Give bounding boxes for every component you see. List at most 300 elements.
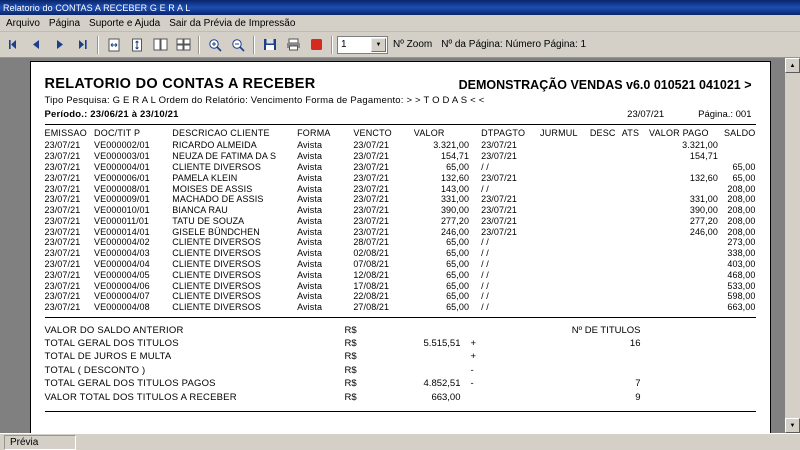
cell-vencto: 23/07/21 — [353, 183, 390, 194]
cell-desc — [590, 183, 622, 194]
cell-cliente: CLIENTE DIVERSOS — [172, 302, 261, 313]
cell-ats — [622, 291, 647, 302]
cell-forma: Avista — [297, 248, 323, 259]
totals-sign — [471, 325, 521, 336]
cell-doc: VE000004/03 — [94, 248, 150, 259]
totals-sign — [471, 392, 521, 403]
cell-doc: VE000004/06 — [94, 280, 150, 291]
menu-item-sair-previa[interactable]: Sair da Prévia de Impressão — [169, 17, 296, 29]
totals-value: 4.852,51 — [423, 378, 461, 390]
cell-dtpagto: / / — [481, 258, 489, 269]
cell-cliente: GISELE BÜNDCHEN — [172, 226, 260, 237]
cell-saldo: 208,00 — [727, 226, 756, 237]
cell-dtpagto: / / — [481, 183, 489, 194]
cell-emissao: 23/07/21 — [44, 258, 81, 269]
cell-saldo: 208,00 — [727, 194, 756, 205]
cell-jurmul — [540, 237, 590, 248]
cell-desc — [590, 291, 622, 302]
first-page-icon[interactable] — [2, 34, 24, 56]
totals-label: VALOR TOTAL DOS TITULOS A RECEBER — [44, 391, 237, 403]
cell-ats — [622, 237, 647, 248]
cell-desc — [590, 215, 622, 226]
col-descricao-cliente: DESCRICAO CLIENTE — [172, 128, 270, 138]
report-version: DEMONSTRAÇÃO VENDAS v6.0 010521 041021 > — [458, 78, 752, 92]
totals-row — [45, 377, 756, 390]
status-bar — [0, 433, 800, 450]
cell-valor: 65,00 — [446, 302, 470, 313]
totals-currency: R$ — [344, 324, 357, 336]
cell-pago — [647, 162, 724, 173]
col-emissao: EMISSAO — [44, 128, 87, 138]
page-width-icon[interactable] — [103, 34, 125, 56]
report-date: 23/07/21 — [627, 109, 665, 120]
totals-label: TOTAL ( DESCONTO ) — [44, 364, 146, 376]
vertical-scrollbar[interactable] — [785, 58, 800, 433]
table-row — [45, 269, 756, 280]
cell-jurmul — [540, 194, 590, 205]
toolbar — [0, 32, 800, 58]
col-doc-tit — [94, 125, 172, 140]
four-pages-icon[interactable] — [172, 34, 194, 56]
cell-doc: VE000006/01 — [94, 172, 150, 183]
cell-dtpagto: 23/07/21 — [481, 215, 517, 226]
cell-dtpagto: 23/07/21 — [481, 172, 517, 183]
cell-valor: 65,00 — [446, 258, 470, 269]
cell-valor: 390,00 — [440, 205, 470, 216]
cell-cliente: NEUZA DE FATIMA DA S — [172, 151, 277, 162]
totals-sign: + — [470, 338, 477, 350]
cell-saldo — [724, 140, 756, 151]
cell-pago — [647, 302, 724, 313]
cell-vencto: 27/08/21 — [353, 302, 390, 313]
cell-cliente: TATU DE SOUZA — [172, 215, 245, 226]
cell-dtpagto: / / — [481, 248, 489, 259]
zoom-value: 1 — [341, 39, 347, 50]
cell-saldo: 65,00 — [732, 161, 756, 172]
totals-currency: R$ — [344, 378, 357, 390]
cell-doc: VE000004/05 — [94, 269, 150, 280]
cell-desc — [590, 269, 622, 280]
totals-value: 663,00 — [431, 391, 461, 403]
cell-vencto: 28/07/21 — [353, 237, 390, 248]
table-row — [45, 280, 756, 291]
cell-valor: 132,60 — [440, 172, 470, 183]
cell-jurmul — [540, 269, 590, 280]
cell-pago: 277,20 — [689, 215, 718, 226]
scroll-down-icon[interactable]: ▼ — [785, 418, 800, 433]
cell-vencto: 02/08/21 — [353, 248, 390, 259]
col-valor-pago: VALOR PAGO — [649, 128, 709, 138]
cell-ats — [622, 140, 647, 151]
cell-emissao: 23/07/21 — [44, 291, 81, 302]
preview-area[interactable] — [0, 58, 800, 433]
cell-desc — [590, 237, 622, 248]
zoom-select[interactable] — [337, 36, 388, 54]
table-row — [45, 237, 756, 248]
status-text: Prévia — [4, 435, 76, 450]
export-pdf-icon[interactable] — [305, 34, 327, 56]
table-row — [45, 226, 756, 237]
col-dtpagto: DTPAGTO — [481, 128, 526, 138]
cell-desc — [590, 205, 622, 216]
cell-jurmul — [540, 183, 590, 194]
totals-count — [521, 351, 677, 362]
cell-forma: Avista — [297, 183, 323, 194]
cell-pago — [647, 269, 724, 280]
cell-forma: Avista — [297, 226, 323, 237]
cell-valor: 246,00 — [440, 226, 470, 237]
table-row — [45, 259, 756, 270]
cell-cliente: BIANCA RAU — [172, 205, 228, 216]
cell-vencto: 23/07/21 — [353, 226, 390, 237]
col-jurmul: JURMUL — [540, 128, 578, 138]
cell-dtpagto: 23/07/21 — [481, 140, 517, 151]
scroll-up-icon[interactable]: ▲ — [785, 58, 800, 73]
cell-desc — [590, 302, 622, 313]
cell-pago — [647, 280, 724, 291]
cell-saldo: 468,00 — [727, 269, 756, 280]
cell-pago: 331,00 — [689, 194, 718, 205]
table-row — [45, 183, 756, 194]
cell-emissao: 23/07/21 — [44, 161, 81, 172]
cell-valor: 65,00 — [446, 280, 470, 291]
totals-divider-top — [45, 317, 756, 318]
cell-cliente: RICARDO ALMEIDA — [172, 140, 257, 151]
cell-valor: 154,71 — [440, 151, 470, 162]
cell-forma: Avista — [297, 140, 323, 151]
cell-pago: 3.321,00 — [682, 140, 718, 151]
cell-ats — [622, 205, 647, 216]
cell-forma: Avista — [297, 161, 323, 172]
totals-value — [369, 325, 471, 336]
cell-saldo: 208,00 — [727, 205, 756, 216]
cell-dtpagto: / / — [481, 302, 489, 313]
cell-forma: Avista — [297, 280, 323, 291]
table-row — [45, 205, 756, 216]
cell-desc — [590, 226, 622, 237]
cell-ats — [622, 259, 647, 270]
menu-item-pagina[interactable]: Página — [48, 17, 81, 29]
cell-vencto: 23/07/21 — [353, 161, 390, 172]
cell-emissao: 23/07/21 — [44, 215, 81, 226]
cell-doc: VE000004/04 — [94, 258, 150, 269]
cell-saldo: 663,00 — [727, 302, 756, 313]
cell-jurmul — [540, 248, 590, 259]
table-row — [45, 302, 756, 313]
cell-jurmul — [540, 302, 590, 313]
totals-row — [45, 350, 756, 363]
cell-cliente: CLIENTE DIVERSOS — [172, 291, 261, 302]
totals-value: 5.515,51 — [423, 338, 461, 350]
totals-section — [45, 324, 756, 404]
zoom-label: Nº Zoom — [393, 39, 433, 50]
cell-desc — [590, 140, 622, 151]
cell-cliente: MACHADO DE ASSIS — [172, 194, 264, 205]
totals-row — [45, 337, 756, 350]
cell-emissao: 23/07/21 — [44, 183, 81, 194]
cell-emissao: 23/07/21 — [44, 205, 81, 216]
cell-doc: VE000003/01 — [94, 151, 150, 162]
totals-sign: - — [470, 364, 474, 376]
cell-ats — [622, 302, 647, 313]
report-subtitle: Tipo Pesquisa: G E R A L Ordem do Relatório: Vencimento Forma de Pagamento: > > T O D A S < < — [44, 95, 485, 106]
cell-doc: VE000004/02 — [94, 237, 150, 248]
totals-header-label: Nº DE TITULOS — [571, 324, 641, 336]
cell-emissao: 23/07/21 — [44, 226, 81, 237]
totals-row — [45, 364, 756, 377]
toolbar-separator-3 — [253, 36, 255, 54]
print-icon[interactable] — [282, 34, 304, 56]
cell-forma: Avista — [297, 194, 323, 205]
cell-pago — [647, 248, 724, 259]
cell-cliente: MOISES DE ASSIS — [172, 183, 253, 194]
cell-dtpagto: / / — [481, 280, 489, 291]
cell-doc: VE000004/08 — [94, 302, 150, 313]
cell-desc — [590, 259, 622, 270]
cell-cliente: CLIENTE DIVERSOS — [172, 258, 261, 269]
cell-jurmul — [540, 205, 590, 216]
menu-item-arquivo[interactable]: Arquivo — [6, 17, 40, 29]
cell-dtpagto: / / — [481, 291, 489, 302]
totals-value — [369, 351, 471, 362]
cell-pago — [647, 291, 724, 302]
cell-desc — [590, 172, 622, 183]
cell-pago: 390,00 — [689, 205, 718, 216]
cell-saldo: 208,00 — [727, 215, 756, 226]
report-table — [45, 125, 756, 313]
cell-forma: Avista — [297, 302, 323, 313]
totals-count: 7 — [635, 378, 641, 390]
cell-emissao: 23/07/21 — [44, 248, 81, 259]
cell-ats — [622, 269, 647, 280]
menu-bar — [0, 15, 800, 32]
cell-doc: VE000002/01 — [94, 140, 150, 151]
cell-forma: Avista — [297, 205, 323, 216]
totals-row — [45, 390, 756, 403]
cell-valor: 277,20 — [440, 215, 470, 226]
cell-valor: 3.321,00 — [433, 140, 470, 151]
cell-ats — [622, 183, 647, 194]
cell-jurmul — [540, 259, 590, 270]
totals-label: TOTAL DE JUROS E MULTA — [44, 351, 172, 363]
cell-valor: 331,00 — [440, 194, 470, 205]
toolbar-separator-4 — [331, 36, 333, 54]
cell-forma: Avista — [297, 172, 323, 183]
whole-page-icon[interactable] — [126, 34, 148, 56]
cell-pago — [647, 237, 724, 248]
cell-saldo: 208,00 — [727, 183, 756, 194]
col-forma: FORMA — [297, 128, 331, 138]
cell-jurmul — [540, 151, 590, 162]
table-row — [45, 151, 756, 162]
table-row — [45, 140, 756, 151]
cell-jurmul — [540, 291, 590, 302]
cell-cliente: PAMELA KLEIN — [172, 172, 238, 183]
cell-forma: Avista — [297, 269, 323, 280]
table-row — [45, 172, 756, 183]
two-pages-icon[interactable] — [149, 34, 171, 56]
col-saldo: SALDO — [723, 128, 756, 138]
cell-pago — [647, 259, 724, 270]
cell-emissao: 23/07/21 — [44, 172, 81, 183]
cell-saldo — [724, 151, 756, 162]
cell-doc: VE000004/01 — [94, 161, 150, 172]
cell-ats — [622, 162, 647, 173]
cell-vencto: 23/07/21 — [353, 205, 390, 216]
cell-saldo: 273,00 — [727, 237, 756, 248]
cell-doc: VE000008/01 — [94, 183, 150, 194]
cell-dtpagto: / / — [481, 269, 489, 280]
cell-saldo: 403,00 — [727, 258, 756, 269]
cell-cliente: CLIENTE DIVERSOS — [172, 237, 261, 248]
cell-vencto: 07/08/21 — [353, 258, 390, 269]
title-bar — [0, 0, 800, 15]
cell-dtpagto: 23/07/21 — [481, 194, 517, 205]
cell-ats — [622, 172, 647, 183]
cell-doc: VE000011/01 — [94, 215, 150, 226]
cell-saldo: 338,00 — [727, 248, 756, 259]
totals-label: TOTAL GERAL DOS TITULOS PAGOS — [44, 378, 216, 390]
cell-vencto: 12/08/21 — [353, 269, 390, 280]
cell-vencto: 23/07/21 — [353, 151, 390, 162]
cell-jurmul — [540, 226, 590, 237]
cell-doc: VE000009/01 — [94, 194, 150, 205]
report-page-number: Página.: 001 — [698, 109, 752, 120]
cell-forma: Avista — [297, 258, 323, 269]
menu-item-suporte-ajuda[interactable]: Suporte e Ajuda — [89, 17, 161, 29]
col-doc-label: DOC/TIT — [94, 128, 132, 138]
cell-valor: 143,00 — [440, 183, 470, 194]
cell-doc: VE000004/07 — [94, 291, 150, 302]
cell-valor: 65,00 — [446, 291, 470, 302]
cell-vencto: 22/08/21 — [353, 291, 390, 302]
cell-pago: 132,60 — [689, 172, 718, 183]
cell-valor: 65,00 — [446, 248, 470, 259]
report-header — [45, 76, 756, 92]
col-desc: DESC — [589, 128, 616, 138]
cell-pago: 246,00 — [689, 226, 718, 237]
cell-vencto: 23/07/21 — [353, 172, 390, 183]
cell-cliente: CLIENTE DIVERSOS — [172, 248, 261, 259]
cell-jurmul — [540, 280, 590, 291]
cell-doc: VE000014/01 — [94, 226, 150, 237]
table-body — [45, 140, 756, 313]
cell-desc — [590, 151, 622, 162]
cell-vencto: 23/07/21 — [353, 194, 390, 205]
cell-saldo: 533,00 — [727, 280, 756, 291]
cell-dtpagto: 23/07/21 — [481, 226, 517, 237]
cell-cliente: CLIENTE DIVERSOS — [172, 280, 261, 291]
cell-dtpagto: 23/07/21 — [481, 205, 517, 216]
page-number-label: Nº da Página: Número Página: 1 — [441, 39, 587, 50]
col-valor: VALOR — [413, 128, 445, 138]
cell-vencto: 23/07/21 — [353, 140, 390, 151]
report-period-line — [45, 109, 756, 120]
window-title: Relatorio do CONTAS A RECEBER G E R A L — [3, 2, 191, 13]
zoom-out-icon[interactable] — [227, 34, 249, 56]
cell-valor: 65,00 — [446, 161, 470, 172]
cell-emissao: 23/07/21 — [44, 280, 81, 291]
totals-currency: R$ — [344, 364, 357, 376]
cell-forma: Avista — [297, 291, 323, 302]
totals-count: 16 — [629, 338, 641, 350]
totals-value — [369, 365, 471, 376]
cell-emissao: 23/07/21 — [44, 302, 81, 313]
cell-dtpagto: / / — [481, 237, 489, 248]
cell-dtpagto: / / — [481, 161, 489, 172]
toolbar-separator-2 — [198, 36, 200, 54]
cell-ats — [622, 280, 647, 291]
table-row — [45, 194, 756, 205]
cell-valor: 65,00 — [446, 237, 470, 248]
cell-desc — [590, 162, 622, 173]
totals-sign: + — [470, 351, 477, 363]
table-row — [45, 162, 756, 173]
cell-vencto: 17/08/21 — [353, 280, 390, 291]
cell-ats — [622, 248, 647, 259]
cell-ats — [622, 151, 647, 162]
cell-saldo: 65,00 — [732, 172, 756, 183]
cell-jurmul — [540, 140, 590, 151]
cell-ats — [622, 226, 647, 237]
previous-page-icon[interactable] — [25, 34, 47, 56]
report-period: Período.: 23/06/21 à 23/10/21 — [44, 109, 179, 120]
table-row — [45, 215, 756, 226]
cell-desc — [590, 248, 622, 259]
totals-label: TOTAL GERAL DOS TITULOS — [44, 338, 179, 350]
last-page-icon[interactable] — [71, 34, 93, 56]
cell-forma: Avista — [297, 151, 323, 162]
table-row — [45, 248, 756, 259]
cell-cliente: CLIENTE DIVERSOS — [172, 161, 261, 172]
save-icon[interactable] — [259, 34, 281, 56]
cell-emissao: 23/07/21 — [44, 269, 81, 280]
cell-pago — [647, 183, 724, 194]
table-row — [45, 291, 756, 302]
chevron-down-icon[interactable]: ▼ — [371, 38, 386, 52]
cell-jurmul — [540, 172, 590, 183]
totals-label: VALOR DO SALDO ANTERIOR — [44, 324, 184, 336]
table-header-row — [45, 125, 756, 140]
cell-dtpagto: 23/07/21 — [481, 151, 517, 162]
cell-pago: 154,71 — [689, 151, 718, 162]
cell-doc: VE000010/01 — [94, 205, 150, 216]
cell-saldo: 598,00 — [727, 291, 756, 302]
next-page-icon[interactable] — [48, 34, 70, 56]
cell-ats — [622, 194, 647, 205]
totals-currency: R$ — [344, 338, 357, 350]
toolbar-separator-1 — [97, 36, 99, 54]
cell-emissao: 23/07/21 — [44, 140, 81, 151]
cell-emissao: 23/07/21 — [44, 194, 81, 205]
totals-count — [521, 365, 677, 376]
col-ats: ATS — [621, 128, 640, 138]
cell-vencto: 23/07/21 — [353, 215, 390, 226]
totals-currency: R$ — [344, 391, 357, 403]
totals-count: 9 — [635, 391, 641, 403]
cell-desc — [590, 280, 622, 291]
cell-ats — [622, 215, 647, 226]
col-vencto: VENCTO — [353, 128, 392, 138]
report-page — [30, 61, 771, 433]
totals-divider-bottom — [45, 411, 756, 412]
cell-cliente: CLIENTE DIVERSOS — [172, 269, 261, 280]
cell-jurmul — [540, 162, 590, 173]
report-title: RELATORIO DO CONTAS A RECEBER — [44, 76, 316, 92]
col-p-label: P — [133, 128, 141, 138]
zoom-in-icon[interactable] — [204, 34, 226, 56]
cell-forma: Avista — [297, 237, 323, 248]
